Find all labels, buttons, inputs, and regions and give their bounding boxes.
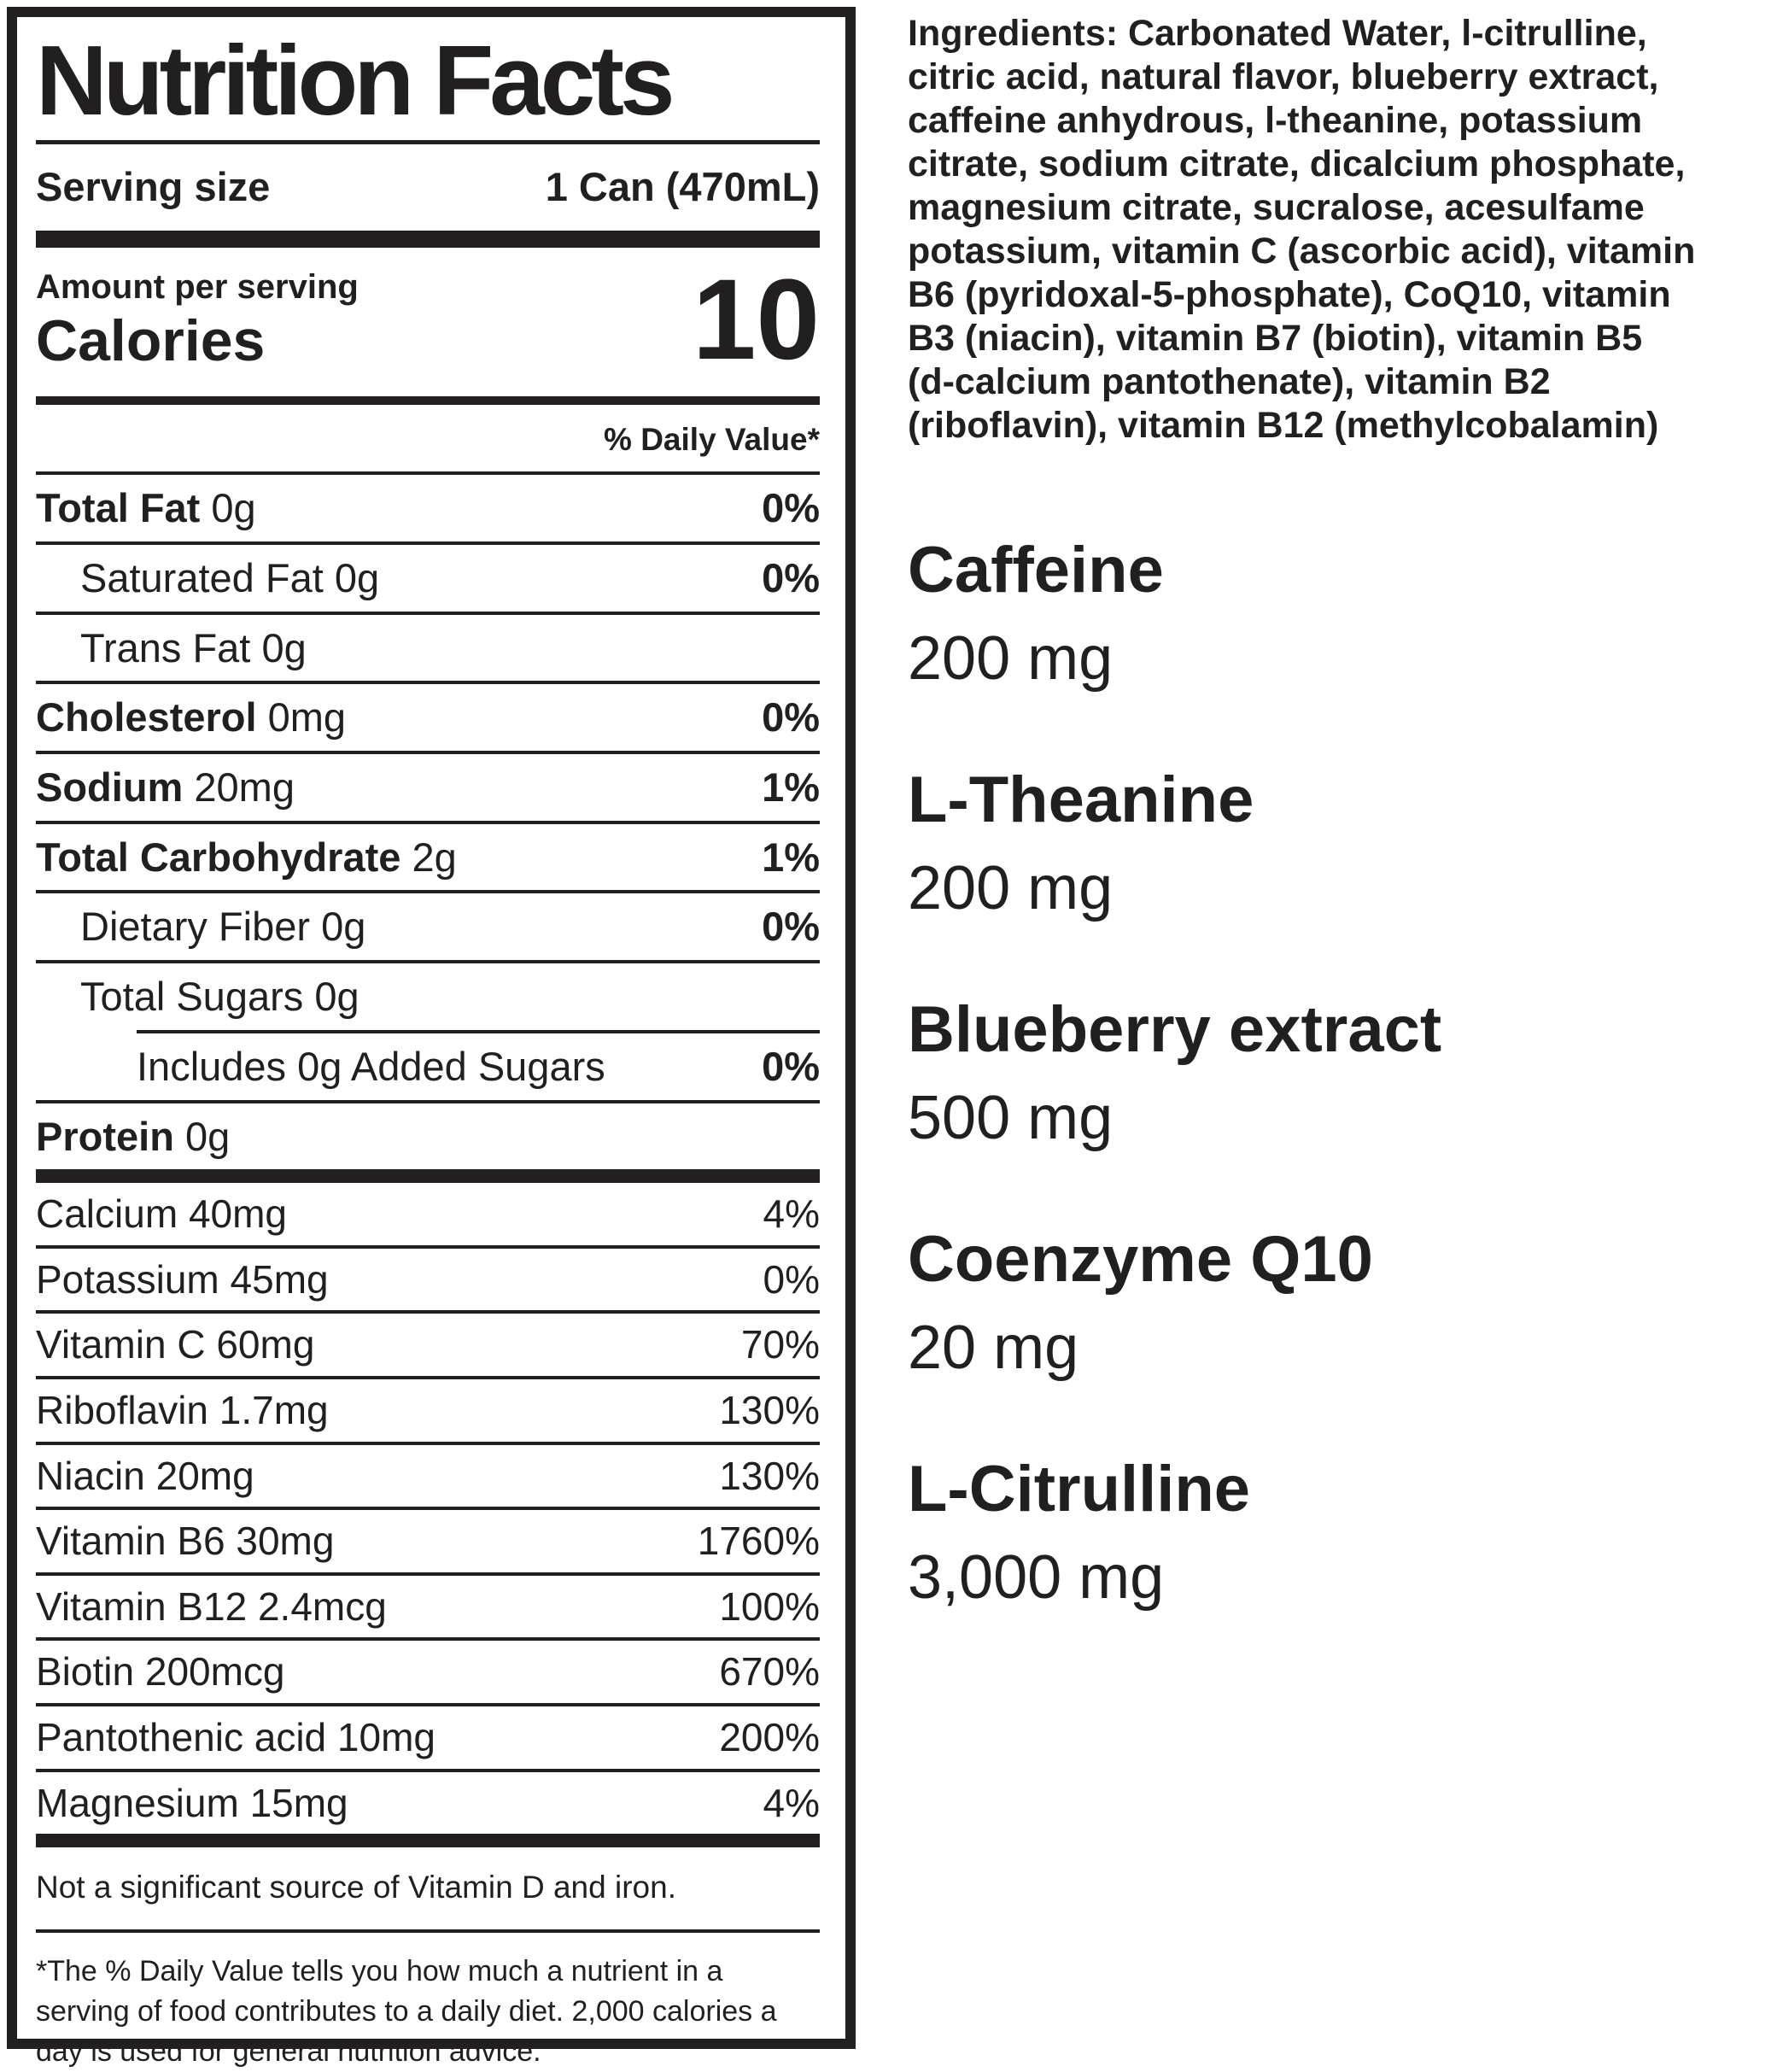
micro-row-potassium (36, 1245, 820, 1311)
nutrient-amount: 0g (314, 974, 359, 1020)
supplement-name: Coenzyme Q10 (908, 1222, 1373, 1296)
supplement-amount: 500 mg (908, 1083, 1114, 1152)
nutrient-row-total-carbohydrate (36, 821, 820, 891)
nutrient-amount: 2g (412, 834, 457, 880)
nutrient-amount: 20mg (194, 764, 295, 811)
supplement-name: L-Citrulline (908, 1452, 1251, 1525)
micro-row-biotin (36, 1637, 820, 1703)
nutrient-row-trans-fat (36, 612, 820, 682)
nutrient-amount: 0mg (267, 694, 347, 740)
nutrient-name: Riboflavin (36, 1388, 208, 1433)
nutrient-row-added-sugars (36, 1033, 820, 1100)
supplement-amount: 200 mg (908, 853, 1114, 922)
nutrient-name: Vitamin B6 (36, 1519, 225, 1564)
nutrient-name: Total Fat (36, 485, 201, 531)
nutrient-dv: 100% (719, 1583, 820, 1629)
nutrient-amount: 1.7mg (219, 1388, 329, 1433)
supplement-name: L-Theanine (908, 763, 1254, 836)
nutrient-amount: 20mg (155, 1453, 254, 1498)
supplement-amount: 3,000 mg (908, 1542, 1165, 1612)
serving-size-value: 1 Can (470mL) (545, 164, 820, 209)
nutrient-row-protein (36, 1100, 820, 1170)
supplement-item-l-theanine (908, 763, 1772, 922)
calories-label: Calories (36, 308, 266, 373)
nutrient-name: Total Sugars (80, 974, 304, 1020)
supplement-name: Caffeine (908, 534, 1164, 606)
right-panel (908, 12, 1772, 1685)
ingredients-line: B6 (pyridoxal-5-phosphate), CoQ10, vitamin (908, 274, 1671, 315)
nutrient-name: Magnesium (36, 1780, 239, 1825)
not-significant-note: Not a significant source of Vitamin D and iron. (36, 1870, 676, 1905)
nutrient-name: Total Carbohydrate (36, 834, 401, 880)
amount-per-serving-label: Amount per serving (36, 268, 359, 306)
nutrient-dv: 0% (762, 485, 820, 531)
serving-size-label: Serving size (36, 164, 271, 209)
nutrient-amount: 200mcg (144, 1649, 285, 1694)
nutrient-name: Potassium (36, 1256, 219, 1302)
calories-block (36, 256, 820, 384)
supplement-item-coenzyme-q10 (908, 1222, 1772, 1382)
supplement-item-blueberry-extract (908, 992, 1772, 1152)
nutrient-amount: 45mg (230, 1256, 329, 1302)
ingredients-line: B3 (niacin), vitamin B7 (biotin), vitamin B5 (908, 318, 1643, 359)
micro-row-vitamin-b6 (36, 1507, 820, 1572)
micro-row-vitamin-c (36, 1310, 820, 1376)
nutrient-dv: 0% (762, 1043, 820, 1089)
nutrient-name: Includes 0g Added Sugars (137, 1043, 605, 1089)
ingredients-line: (d-calcium pantothenate), vitamin B2 (908, 361, 1551, 402)
supplement-item-caffeine (908, 536, 1772, 693)
nutrient-dv: 1% (762, 834, 820, 880)
nutrient-dv: 0% (763, 1256, 820, 1302)
thick-divider-protein (36, 1169, 820, 1183)
nutrition-facts-panel (7, 7, 856, 2069)
nutrient-name: Protein (36, 1113, 174, 1159)
thick-divider-bottom (36, 1834, 820, 1847)
nutrient-name: Niacin (36, 1453, 145, 1498)
medium-divider-calories (36, 396, 820, 405)
nutrient-name: Sodium (36, 764, 184, 811)
nutrient-dv: 0% (762, 555, 820, 601)
nutrient-amount: 0g (261, 624, 307, 670)
supplement-list (908, 536, 1772, 1612)
nutrient-name: Pantothenic acid (36, 1714, 327, 1759)
nutrient-name: Cholesterol (36, 694, 257, 740)
nutrient-amount: 30mg (236, 1519, 335, 1564)
micro-row-calcium (36, 1183, 820, 1245)
calories-left (36, 268, 359, 371)
daily-value-header: % Daily Value* (604, 422, 820, 458)
nutrient-dv: 4% (763, 1191, 820, 1237)
nutrient-row-sodium (36, 751, 820, 821)
nutrient-dv: 200% (719, 1714, 820, 1759)
serving-size-row (36, 144, 820, 231)
nutrient-name: Calcium (36, 1191, 178, 1237)
nutrient-amount: 60mg (216, 1322, 315, 1367)
micro-row-riboflavin (36, 1376, 820, 1442)
nutrient-row-total-fat (36, 471, 820, 541)
nutrient-dv: 130% (719, 1453, 820, 1498)
nutrient-row-dietary-fiber (36, 890, 820, 960)
ingredients-paragraph (908, 12, 1772, 448)
nutrient-row-cholesterol (36, 681, 820, 751)
nutrient-dv: 1760% (697, 1519, 820, 1564)
supplement-name: Blueberry extract (908, 992, 1442, 1066)
nutrient-dv: 1% (762, 764, 820, 811)
ingredients-line: caffeine anhydrous, l-theanine, potassium (908, 100, 1643, 141)
nutrient-amount: 0g (211, 485, 256, 531)
supplement-item-l-citrulline (908, 1452, 1772, 1612)
ingredients-line: (riboflavin), vitamin B12 (methylcobalamin) (908, 405, 1659, 446)
nutrient-name: Trans Fat (80, 624, 251, 670)
nutrient-name: Vitamin C (36, 1322, 206, 1367)
nutrient-dv: 70% (740, 1322, 820, 1367)
micro-row-niacin (36, 1442, 820, 1507)
supplement-amount: 20 mg (908, 1313, 1079, 1382)
nutrient-name: Biotin (36, 1649, 135, 1694)
nutrient-dv: 0% (762, 904, 820, 950)
nutrient-row-saturated-fat (36, 541, 820, 612)
micro-row-pantothenic-acid (36, 1703, 820, 1769)
ingredients-line: potassium, vitamin C (ascorbic acid), vitamin (908, 231, 1696, 272)
nutrient-dv: 0% (762, 694, 820, 740)
micro-row-magnesium (36, 1769, 820, 1835)
nutrient-name: Saturated Fat (80, 555, 324, 601)
daily-value-footnote: *The % Daily Value tells you how much a nutrient in a serving of food contributes to a daily diet. 2,000 calories a day is used for general nutrition advice. (36, 1955, 777, 2069)
nutrient-name: Dietary Fiber (80, 904, 311, 950)
nutrient-dv: 130% (719, 1388, 820, 1433)
nutrient-dv: 4% (763, 1780, 820, 1825)
nutrient-amount: 10mg (336, 1714, 435, 1759)
ingredients-line: Ingredients: Carbonated Water, l-citrulline, (908, 13, 1647, 54)
nutrient-name: Vitamin B12 (36, 1583, 248, 1629)
nutrient-dv: 670% (719, 1649, 820, 1694)
nutrient-amount: 0g (321, 904, 366, 950)
nutrient-amount: 40mg (188, 1191, 288, 1237)
ingredients-line: magnesium citrate, sucralose, acesulfame (908, 187, 1645, 228)
nutrient-amount: 2.4mcg (257, 1583, 387, 1629)
nutrient-row-total-sugars (36, 960, 820, 1030)
ingredients-line: citric acid, natural flavor, blueberry extract, (908, 56, 1659, 97)
nutrient-amount: 0g (184, 1113, 231, 1159)
micro-row-vitamin-b12 (36, 1572, 820, 1638)
supplement-amount: 200 mg (908, 623, 1114, 693)
nutrient-amount: 0g (334, 555, 380, 601)
ingredients-line: citrate, sodium citrate, dicalcium phosphate, (908, 143, 1686, 184)
nutrition-facts-title: Nutrition Facts (36, 25, 671, 136)
nutrient-amount: 15mg (249, 1780, 348, 1825)
thick-divider-top (36, 231, 820, 248)
calories-value: 10 (692, 256, 820, 384)
